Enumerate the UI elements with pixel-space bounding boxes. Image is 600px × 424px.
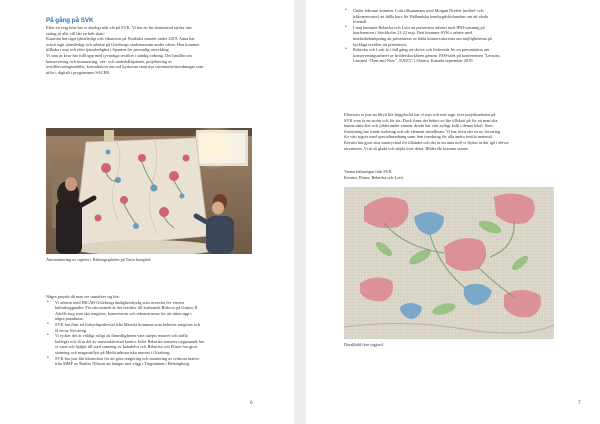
projects-intro: Några projekt då man ser utmärker sig lite:: [46, 294, 120, 299]
intro-line: Katarina har tagit tjänstledigt och vikarierar på Nordiska museet under 2019. Anna har: [46, 36, 195, 42]
list-item: • Under februari kommer Lotti tillsammans med Morgan Drefert (möbel- och träkonservator) att hålla kurs för Hallandska hembygdsförbunden om att vårda föremål.: [344, 8, 558, 25]
signature: Kerstin, Elinor, Rebecka och Lotti: [344, 174, 404, 180]
page-left: [0, 0, 294, 424]
embroidery-detail-photo: [344, 187, 554, 339]
intro-line: utför i digitalt i programmet SACER.: [46, 69, 111, 75]
list-item: • SVK har förtt ett förkyrlnpsthevial från Mariola kommun som behöver rengöras och få en ny förvaring.: [46, 322, 256, 333]
intro-line: Efter en evig höst har vi äntrligt nått vår på SVK. Vi har en fin dominerad styrka inte: [46, 25, 192, 30]
intro-line: textilförvaringsmöbler, konsultation om ord kyrkorna samt nya inventarier/utredningar som: [46, 64, 204, 70]
page-number: 6: [250, 401, 253, 406]
projects-section: [46, 294, 256, 367]
page-right: [306, 0, 600, 424]
intro-line: tillbaka i maj och efter tjänstledighet i Spanien för personlig utveckling.: [46, 47, 170, 53]
greeting: Varma hälsningar från SVK: [344, 169, 392, 174]
intro-line: också tagit tjänstledigt och arbetar på Göteborgs stadsmuseum under våren. Hon kommer: [46, 41, 200, 47]
intro-text: [46, 25, 254, 75]
body-paragraph: Eftersom vi just nu blivit lite färgplockd har vi mer och mer tagit över projektarbeten på SVK som är en ström och för sta. Dock finns det behov av lite tillskott på för att man ska kunna sätta åter och jobba under sinnen, direkt har vårt syftigt kallt i denna lokal. Som författning har fonde isolering och vår element installerats. Vi har även rätt en ny förvaring för vårt tygrör med specialinredning samt fem inredning för alla andra textila material. Kerstin har gjort sina tumtryckad för tillandet och det är nu nära noll vi flyttat in där igå i elever utrymmen. Vi är så glada och nöjda över detta. Bilder får komma senare.: [344, 112, 509, 151]
tapestry-mounting-photo: [46, 128, 252, 254]
greeting-block: [344, 169, 558, 180]
photo-caption: Återmontering av tapeter i Hälsingegården på Torta herrgård.: [46, 257, 152, 262]
photo-caption: Detaljbild före ingjord.: [344, 342, 384, 347]
intro-line: Vi som är kvar har fullt upp med tyvärdiga textilier i sändig ordning. Det handlar om: [46, 52, 192, 58]
projects-list: [46, 300, 256, 367]
page-number: 7: [578, 401, 581, 406]
list-item: • I maj kommer Rebecka och Lotti att presentera arbetet med IPM-satsning på konferensen i Stockholm 21-22 maj. Dett kommer SVK:s arbete med insektsbekämpning att presenteras av båda konservatorerna om möjligheterna på kyrkliga textilier att presentera.: [344, 25, 558, 47]
list-item: • Rebecka och Lotti är i full gång att skriva och förbereda för en presentation om konserveringsarbetet av bröderskorkåtren genom 1900-talet på konferensen "Lessons Learned -Then and Now", NATCC i Ottawa, Kanada september 2019.: [344, 47, 558, 64]
events-list: [344, 8, 558, 64]
page-title: På gång på SVK: [46, 17, 94, 24]
list-item: • Vi arbetar med HICAB-Göteborgs ändighetsbyråg som avsevärt för vistens kulturbyggnader. För närvarande är det textilier till kulerande Biskoor på Gustav II Adolfs torg som ska rengöras, konserveras och rekonstrueras för att sättas upp i några paraduma.: [46, 300, 256, 322]
intro-line: sträng så alla vill lått en helt skatt.: [46, 30, 105, 36]
events-section: [344, 8, 558, 64]
list-item: • SVK har just fått klartecken för att göra rengöring och montering av tvästora mattor från MMF av Barbro Nilsson att hängas mot vägg i Tingstämen i Helsingborg.: [46, 356, 256, 367]
list-item: • Vi tycker det är väldigt roligt att fåmedligheten vara utiepis museet och träffa kolleger och få ta del av museiaktiverad kontor. Inför Rebecka museets tryppnande har vi varit och hjälpit till med sanering av kaladelva och Rebecka och Elinor har gjort sanering och magasinflytt på Medicinhistoriska museet i Göteborg.: [46, 333, 256, 355]
intro-line: konservering och restaurering, väv- och underhållsplaner, projektering av: [46, 58, 173, 64]
